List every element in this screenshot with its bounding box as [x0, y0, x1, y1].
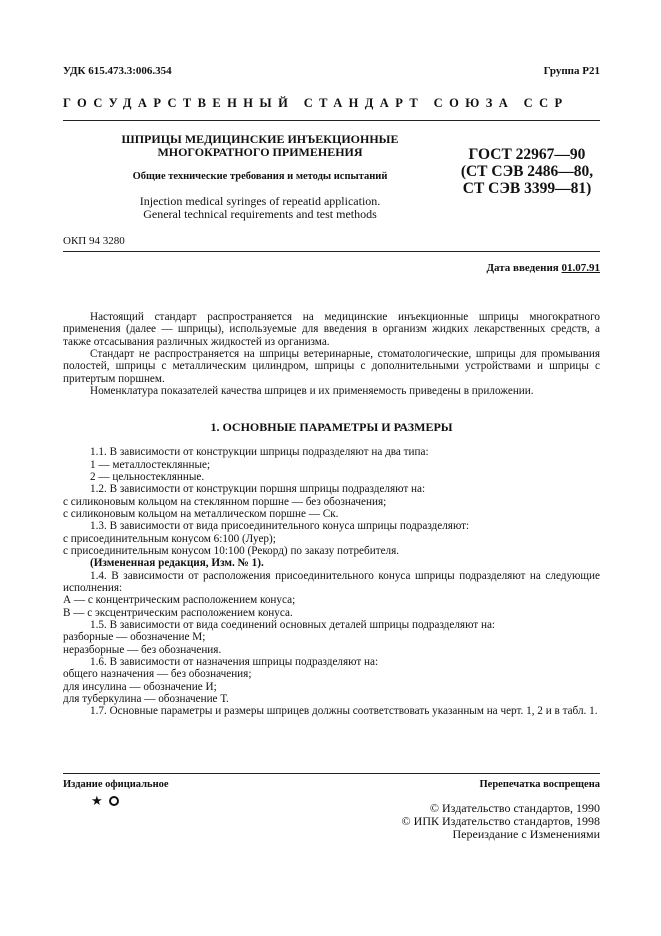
piston-variant-1: с силиконовым кольцом на стеклянном поршне — без обозначения; — [63, 495, 387, 508]
clause-1-7: 1.7. Основные параметры и размеры шприцев должны соответствовать указанным на черт. 1, 2 и в табл. 1. — [90, 705, 598, 717]
type-2-line: 2 — цельностеклянные. — [90, 471, 205, 483]
reprint-prohibited: Перепечатка воспрещена — [479, 779, 600, 790]
title-line-1: ШПРИЦЫ МЕДИЦИНСКИЕ ИНЪЕКЦИОННЫЕ — [121, 132, 399, 146]
okp-rule — [63, 251, 600, 252]
reissue-note: Переиздание с Изменениями — [452, 827, 600, 841]
execution-b: В — с эксцентрическим расположением конуса. — [63, 606, 293, 619]
purpose-insulin: для инсулина — обозначение И; — [63, 680, 217, 693]
introduction-date-label: Дата введения — [486, 262, 559, 274]
copyright-block — [402, 802, 600, 841]
circle-emblem-icon — [109, 796, 119, 806]
clause-1-1: 1.1. В зависимости от конструкции шприцы подразделяют на два типа: — [90, 446, 429, 458]
clause-1-6: 1.6. В зависимости от назначения шприцы подразделяют на: — [90, 656, 379, 668]
cone-variant-2: с присоединительным конусом 10:100 (Рекорд) по заказу потребителя. — [63, 545, 400, 557]
purpose-general: общего назначения — без обозначения; — [63, 668, 252, 680]
copyright-1990: © Издательство стандартов, 1990 — [429, 801, 600, 815]
intro-paragraph-1: Настоящий стандарт распространяется на медицинские инъекционные шприцы многократного применения (далее — шприцы), используемые для введения в организм жидких лекарственных средств, а также отсасывания различных жидкостей из организма. — [63, 311, 600, 348]
group-code: Группа Р21 — [543, 65, 600, 77]
footer-rule — [63, 773, 600, 774]
clause-1-2: 1.2. В зависимости от конструкции поршня шприцы подразделяют на: — [90, 483, 426, 495]
header-rule — [63, 120, 600, 121]
amendment-note: (Измененная редакция, Изм. № 1). — [90, 557, 264, 569]
purpose-tuberculin: для туберкулина — обозначение Т. — [63, 693, 229, 705]
state-standard-banner: ГОСУДАРСТВЕННЫЙ СТАНДАРТ СОЮЗА ССР — [63, 96, 569, 110]
english-title-line-1: Injection medical syringes of repeatid application. — [139, 194, 381, 208]
introduction-date-value: 01.07.91 — [561, 262, 600, 274]
clause-1-3: 1.3. В зависимости от вида присоединительного конуса шприцы подразделяют: — [90, 520, 470, 532]
connection-variant-1: разборные — обозначение М; — [63, 631, 206, 643]
english-title — [100, 195, 420, 221]
star-icon: ★ — [91, 793, 103, 808]
introduction-date — [486, 262, 600, 274]
gost-number — [442, 146, 612, 197]
gost-line-2: (СТ СЭВ 2486—80, — [460, 163, 594, 180]
intro-paragraph-3: Номенклатура показателей качества шприцев и их применяемость приведены в приложении. — [90, 385, 534, 397]
title — [100, 133, 420, 159]
okp-code: ОКП 94 3280 — [63, 235, 125, 247]
udk-code: УДК 615.473.3:006.354 — [63, 65, 172, 77]
english-title-line-2: General technical requirements and test methods — [143, 207, 377, 221]
gost-line-3: СТ СЭВ 3399—81) — [462, 180, 592, 197]
edition-marks — [91, 792, 119, 810]
title-line-2: МНОГОКРАТНОГО ПРИМЕНЕНИЯ — [157, 145, 363, 159]
clause-1-4: 1.4. В зависимости от расположения присоединительного конуса шприцы подразделяют на следующие исполнения: — [63, 569, 600, 594]
intro-paragraph-2: Стандарт не распространяется на шприцы ветеринарные, стоматологические, шприцы для промывания полостей, шприцы с металлическим цилиндром, шприцы с дополнительными устройствами и шприцы с притертым поршнем. — [63, 348, 600, 385]
piston-variant-2: с силиконовым кольцом на металлическом поршне — Ск. — [63, 508, 339, 520]
connection-variant-2: неразборные — без обозначения. — [63, 643, 222, 656]
copyright-1998: © ИПК Издательство стандартов, 1998 — [401, 814, 600, 828]
cone-variant-1: с присоединительным конусом 6:100 (Луер); — [63, 532, 276, 545]
type-1-line: 1 — металлостеклянные; — [90, 458, 211, 471]
execution-a: А — с концентрическим расположением конуса; — [63, 594, 296, 606]
section-1-heading: 1. ОСНОВНЫЕ ПАРАМЕТРЫ И РАЗМЕРЫ — [210, 420, 453, 434]
clause-1-5: 1.5. В зависимости от вида соединений основных деталей шприцы подразделяют на: — [90, 619, 496, 631]
gost-line-1: ГОСТ 22967—90 — [468, 146, 586, 163]
official-edition: Издание официальное — [63, 779, 169, 790]
subtitle: Общие технические требования и методы испытаний — [132, 171, 388, 182]
